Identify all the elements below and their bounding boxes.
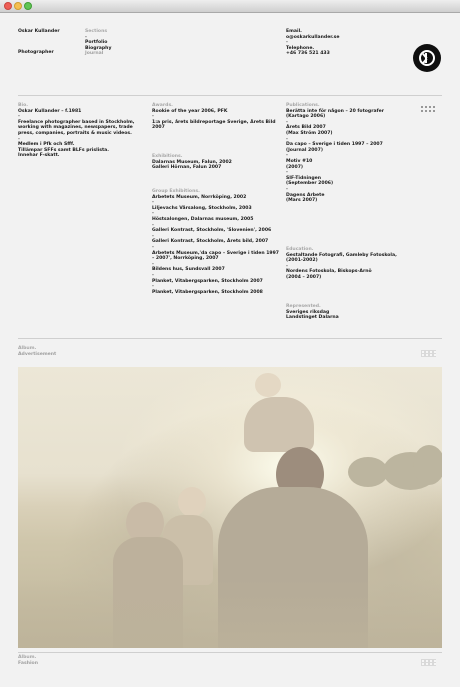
bio-label: Bio. bbox=[18, 103, 28, 108]
publication-line: (Journal 2007) bbox=[286, 147, 323, 153]
group-exhibition-line: - bbox=[152, 244, 154, 250]
album-fashion-header[interactable] bbox=[18, 655, 38, 666]
publication-line: Dagens Arbete bbox=[286, 192, 325, 198]
nav-journal[interactable]: Journal bbox=[85, 51, 104, 57]
nav-biography[interactable]: Biography bbox=[85, 45, 112, 51]
window-titlebar bbox=[0, 0, 460, 13]
site-name[interactable]: Oskar Kullander bbox=[18, 29, 60, 34]
girl-head bbox=[178, 487, 206, 517]
grid-view-icon[interactable] bbox=[421, 106, 436, 113]
award-line: 1:a pris, årets bildreportage Sverige, Årets Bild bbox=[152, 119, 276, 125]
bio-line: press, companies, portraits & music videos. bbox=[18, 130, 132, 136]
education-line: Nordens Fotoskola, Biskops-Arnö bbox=[286, 269, 372, 275]
close-window-button[interactable] bbox=[4, 2, 12, 10]
represented-line: Sveriges riksdag bbox=[286, 309, 330, 315]
nav-separator: - bbox=[85, 34, 87, 40]
contact-separator: - bbox=[286, 40, 288, 46]
group-exhibitions-section bbox=[152, 189, 279, 295]
album-label: Album. bbox=[18, 655, 37, 660]
bio-section bbox=[18, 103, 135, 159]
grid-view-icon[interactable] bbox=[421, 350, 436, 357]
email-label: Email. bbox=[286, 29, 302, 34]
group-exhibition-line: Arbetets Museum, Norrköping, 2002 bbox=[152, 194, 247, 200]
album-divider bbox=[18, 652, 442, 653]
publication-line: - bbox=[286, 170, 288, 176]
group-exhibition-line: Planket, Vitabergsparken, Stockholm 2008 bbox=[152, 289, 263, 295]
award-line: 2007 bbox=[152, 125, 165, 131]
site-role: Photographer bbox=[18, 50, 54, 55]
sections-nav bbox=[85, 35, 111, 57]
education-line: Gestaltande Fotografi, Gamleby Fotoskola, bbox=[286, 252, 397, 258]
album-advertisement-header[interactable] bbox=[18, 346, 56, 357]
bio-line: - bbox=[18, 114, 20, 120]
group-exhibition-line: Bildens hus, Sundsvall 2007 bbox=[152, 267, 225, 273]
award-line: Rookie of the year 2006, PFK bbox=[152, 108, 228, 114]
publication-line: - bbox=[286, 153, 288, 159]
publication-line: Motiv #10 bbox=[286, 158, 313, 164]
email-link[interactable]: o@oskarkullander.se bbox=[286, 34, 340, 40]
exhibitions-section bbox=[152, 154, 232, 171]
bio-line: Tillämpar SFFs samt BLFs prislista. bbox=[18, 147, 110, 153]
group-exhibition-line: Höstsalongen, Dalarnas museum, 2005 bbox=[152, 216, 254, 222]
group-exhibition-line: - bbox=[152, 272, 154, 278]
bio-line: Oskar Kullander – f.1981 bbox=[18, 108, 82, 114]
group-exhibition-line: - bbox=[152, 284, 154, 290]
photo-shading bbox=[18, 578, 442, 648]
group-exhibition-line: - bbox=[152, 222, 154, 228]
publication-line: Årets Bild 2007 bbox=[286, 125, 326, 131]
grid-view-icon[interactable] bbox=[421, 659, 436, 666]
group-exhibition-line: - bbox=[152, 261, 154, 267]
exhibitions-label: Exhibitions. bbox=[152, 154, 183, 159]
album-title[interactable]: Fashion bbox=[18, 660, 38, 666]
publication-line: SIF-Tidningen bbox=[286, 175, 322, 181]
publication-line: (September 2006) bbox=[286, 181, 334, 187]
award-line: - bbox=[152, 114, 154, 120]
group-exhibition-line: – 2007', Norrköping, 2007 bbox=[152, 256, 219, 262]
bio-line: Medlem i Pfk och Sfff. bbox=[18, 142, 75, 148]
education-section bbox=[286, 247, 397, 281]
represented-section bbox=[286, 304, 339, 321]
album-title[interactable]: Advertisement bbox=[18, 351, 57, 357]
group-exhibition-line: Arbetets Museum,'da capo – Sverige i tiden 1997 bbox=[152, 250, 279, 256]
exhibition-line: Galleri Hörnan, Falun 2007 bbox=[152, 165, 222, 171]
album-photo[interactable] bbox=[18, 367, 442, 648]
group-exhibition-line: Liljevachs Vårsalong, Stockholm, 2003 bbox=[152, 205, 252, 211]
exhibition-line: Dalarnas Museum, Falun, 2002 bbox=[152, 159, 232, 165]
education-line: (2001-2002) bbox=[286, 258, 318, 264]
header-divider bbox=[18, 95, 442, 96]
zoom-window-button[interactable] bbox=[24, 2, 32, 10]
group-exhibition-line: Planket, Vitabergsparken, Stockholm 2007 bbox=[152, 278, 263, 284]
education-label: Education. bbox=[286, 247, 314, 252]
page bbox=[0, 13, 460, 687]
nav-portfolio[interactable]: Portfolio bbox=[85, 40, 108, 46]
child-body bbox=[244, 397, 314, 452]
publication-line: Berätta inte för någon – 20 fotografer bbox=[286, 108, 384, 114]
telephone-value: +46 736 521 433 bbox=[286, 51, 330, 57]
publication-line: - bbox=[286, 186, 288, 192]
awards-section bbox=[152, 103, 275, 131]
publications-section bbox=[286, 103, 384, 204]
publication-line: - bbox=[286, 136, 288, 142]
background-tree bbox=[348, 457, 388, 487]
publication-line: (Mars 2007) bbox=[286, 198, 318, 204]
represented-label: Represented. bbox=[286, 304, 321, 309]
group-exhibitions-label: Group Exhibitions. bbox=[152, 189, 200, 194]
bio-line: working with magazines, newspapers, trade bbox=[18, 125, 133, 131]
publication-line: (2007) bbox=[286, 164, 303, 170]
bio-line: Innehar F-skatt. bbox=[18, 153, 60, 159]
minimize-window-button[interactable] bbox=[14, 2, 22, 10]
represented-line: Landstinget Dalarna bbox=[286, 315, 339, 321]
education-line: - bbox=[286, 263, 288, 269]
education-line: (2004 – 2007) bbox=[286, 274, 322, 280]
publication-line: Da capo – Sverige i tiden 1997 – 2007 bbox=[286, 142, 383, 148]
sections-label: Sections bbox=[85, 29, 108, 34]
publication-line: (Max Ström 2007) bbox=[286, 130, 333, 136]
contact-block bbox=[286, 29, 340, 57]
awards-label: Awards. bbox=[152, 103, 173, 108]
publication-line: (Kartago 2006) bbox=[286, 114, 326, 120]
group-exhibition-line: - bbox=[152, 233, 154, 239]
background-tree bbox=[413, 445, 442, 485]
telephone-label: Telephone. bbox=[286, 45, 315, 51]
bio-line: Freelance photographer based in Stockholm, bbox=[18, 119, 135, 125]
publication-line: - bbox=[286, 119, 288, 125]
group-exhibition-line: - bbox=[152, 211, 154, 217]
group-exhibition-line: Galleri Kontrast, Stockholm, Årets bild, 2007 bbox=[152, 239, 269, 245]
k-logo-icon[interactable] bbox=[413, 44, 441, 72]
group-exhibition-line: Galleri Kontrast, Stockholm, 'Slovenien', 2006 bbox=[152, 228, 272, 234]
bio-line: - bbox=[18, 136, 20, 142]
bio-divider bbox=[18, 338, 442, 339]
album-label: Album. bbox=[18, 346, 37, 351]
child-head bbox=[255, 373, 281, 397]
group-exhibition-line: - bbox=[152, 200, 154, 206]
publications-label: Publications. bbox=[286, 103, 320, 108]
